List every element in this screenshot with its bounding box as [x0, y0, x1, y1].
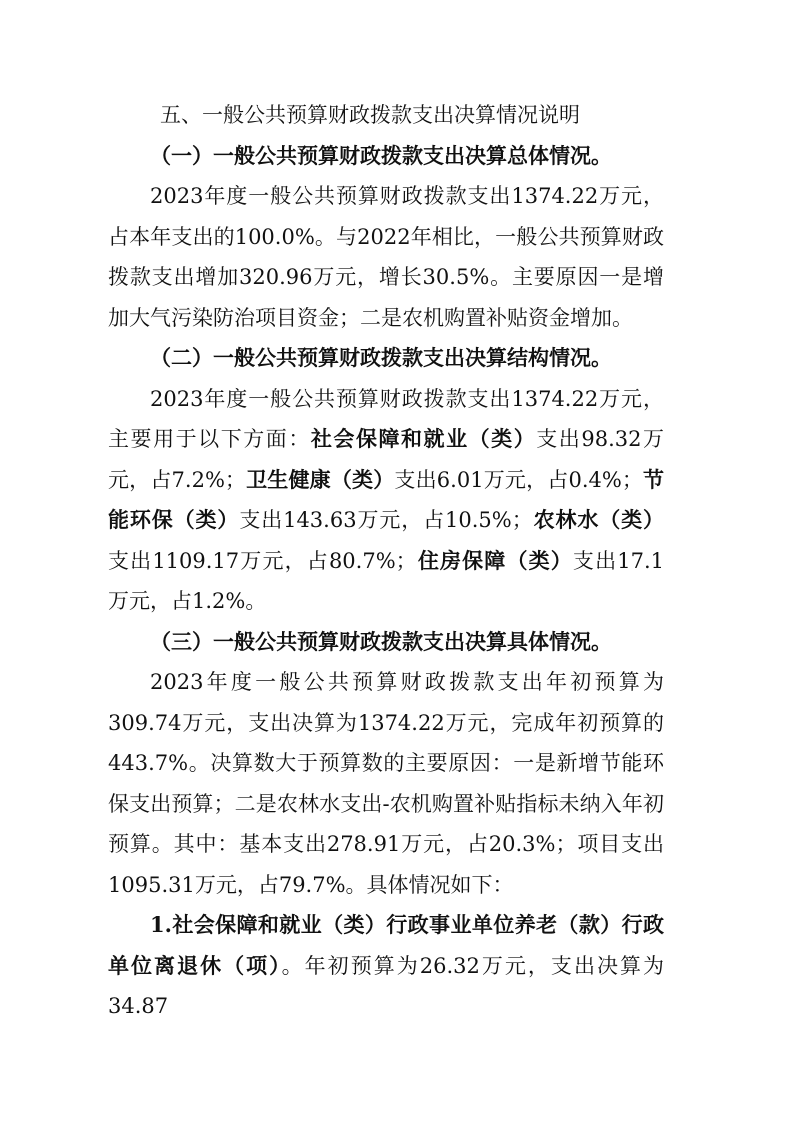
- category-energy-environment: 节能环保（类）: [108, 466, 665, 532]
- category-social-security: 社会保障和就业（类）: [310, 426, 537, 451]
- paragraph-structure: [108, 379, 664, 622]
- subsection-heading-2: （二）一般公共预算财政拨款支出决算结构情况。: [150, 345, 612, 370]
- paragraph-item-1: [108, 905, 664, 1027]
- category-agriculture: 农林水（类）: [532, 507, 665, 532]
- structure-intro: 2023年度一般公共预算财政拨款支出1374.22万元，主要用于以下方面：: [108, 386, 664, 451]
- category-agriculture-text: 支出1109.17万元，占80.7%；: [108, 548, 417, 573]
- category-housing-text: 支出17.1万元，占1.2%。: [108, 548, 664, 613]
- subsection-heading-1: （一）一般公共预算财政拨款支出决算总体情况。: [150, 142, 612, 168]
- item-1-title: 1.社会保障和就业（类）行政事业单位养老（款）行政单位离退休（项）: [108, 912, 664, 978]
- paragraph-overall: 2023年度一般公共预算财政拨款支出1374.22万元，占本年支出的100.0%。与2022年相比，一般公共预算财政拨款支出增加320.96万元，增长30.5%。主要原因一是增加大气污染防治项目资金；二是农机购置补贴资金增加。: [108, 184, 664, 330]
- category-health-text: 支出6.01万元，占0.4%；: [394, 467, 643, 492]
- subsection-heading-3: （三）一般公共预算财政拨款支出决算具体情况。: [150, 628, 612, 654]
- category-social-security-text: 支出98.32万元，占7.2%；: [108, 427, 665, 492]
- category-energy-environment-text: 支出143.63万元，占10.5%；: [239, 508, 533, 532]
- paragraph-detail: 2023年度一般公共预算财政拨款支出年初预算为309.74万元，支出决算为1374.22万元，完成年初预算的443.7%。决算数大于预算数的主要原因：一是新增节能环保支出预算；二是农林水支出-农机购置补贴指标未纳入年初预算。其中：基本支出278.91万元，占20.3%；项目支出1095.31万元，占79.7%。具体情况如下：: [108, 670, 664, 897]
- category-housing: 住房保障（类）: [416, 547, 573, 573]
- document-body: [108, 95, 664, 1027]
- section-title: 五、一般公共预算财政拨款支出决算情况说明: [160, 103, 580, 127]
- category-health: 卫生健康（类）: [245, 466, 395, 492]
- item-1-text: 。年初预算为26.32万元，支出决算为34.87: [108, 953, 664, 1018]
